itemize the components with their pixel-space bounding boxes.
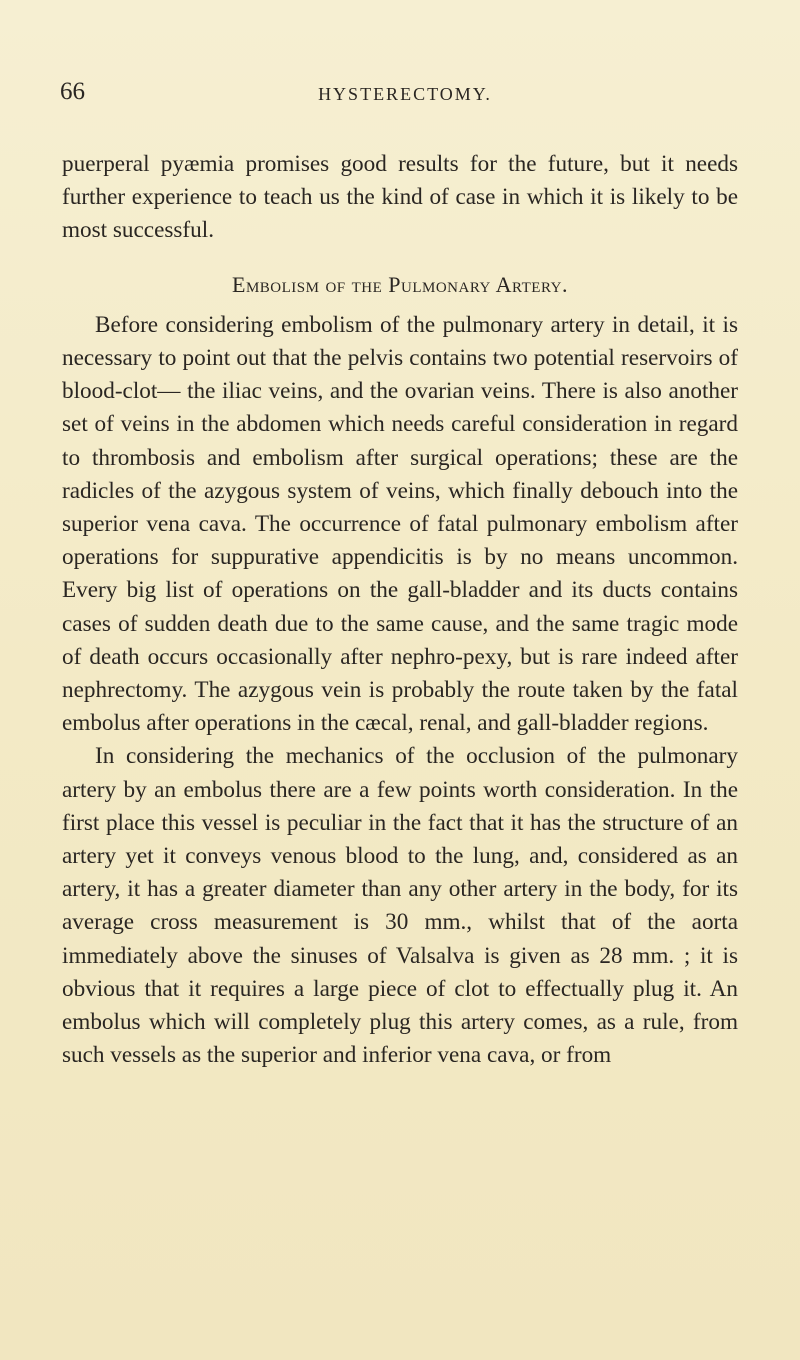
body-text [62,148,738,1072]
paragraph: In considering the mechanics of the occlusion of the pulmonary artery by an embolus there are a few points worth consideration. In the first place this vessel is peculiar in the fact that it has the structure of an artery yet it conveys venous blood to the lung, and, considered as an artery, it has a greater diameter than any other artery in the body, for its average cross measurement is 30 mm., whilst that of the aorta immediately above the sinuses of Valsalva is given as 28 mm. ; it is obvious that it requires a large piece of clot to effectually plug it. An embolus which will completely plug this artery comes, as a rule, from such vessels as the superior and inferior vena cava, or from [62,743,738,1069]
running-head [60,78,740,118]
page-number: 66 [60,78,85,105]
paragraph-continuation: puerperal pyæmia promises good results for the future, but it needs further experience to teach us the kind of case in which it is likely to be most successful. [62,151,738,244]
paragraph: Before considering embolism of the pulmonary artery in detail, it is necessary to point out that the pelvis contains two potential reservoirs of blood-clot— the iliac veins, and the ovarian veins. There is also another set of veins in the abdomen which needs careful consideration in regard to thrombosis and embolism after surgical operations; these are the radicles of the azygous system of veins, which finally debouch into the superior vena cava. The occurrence of fatal pulmonary embolism after operations for suppurative appendicitis is by no means uncommon. Every big list of operations on the gall-bladder and its ducts contains cases of sudden death due to the same cause, and the same tragic mode of death occurs occasionally after nephro-pexy, but is rare indeed after nephrectomy. The azygous vein is probably the route taken by the fatal embolus after operations in the cæcal, renal, and gall-bladder regions. [62,311,738,737]
section-heading: Embolism of the Pulmonary Artery. [232,271,568,297]
running-title: HYSTERECTOMY. [318,84,492,104]
